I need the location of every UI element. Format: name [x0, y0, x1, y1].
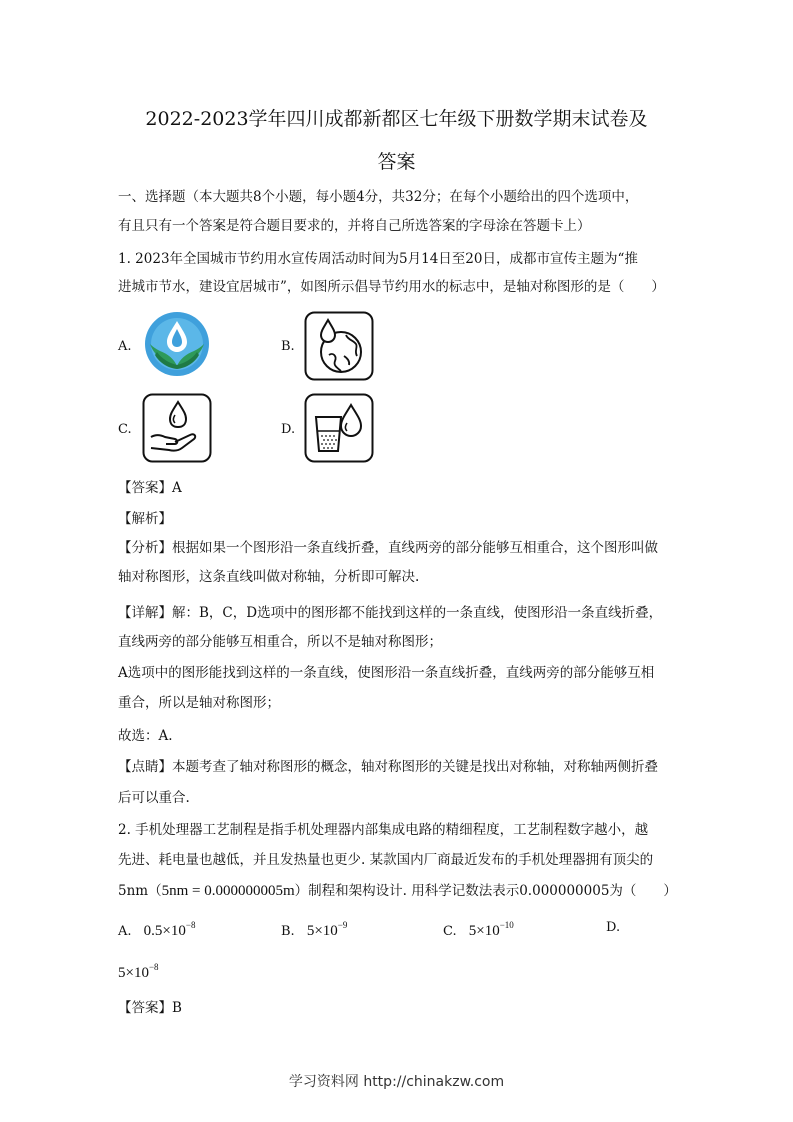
- q2-option-b-base: 5×10: [306, 923, 338, 939]
- q2-stem-line3-suffix: ）制程和架构设计. 用科学记数法表示0.000000005为（ ）: [294, 883, 677, 899]
- q1-xiangjie-line3: A选项中的图形能找到这样的一条直线，使图形沿一条直线折叠，直线两旁的部分能够互相: [118, 665, 655, 681]
- q1-dianjing-line1: 【点睛】本题考查了轴对称图形的概念，轴对称图形的关键是找出对称轴，对称轴两侧折叠: [118, 759, 658, 775]
- q1-fenxi-line2: 轴对称图形，这条直线叫做对称轴，分析即可解决.: [118, 569, 420, 585]
- q1-guxuan: 故选：A.: [118, 728, 173, 744]
- q2-option-c-label: C.: [443, 924, 457, 939]
- q1-option-c-label: C.: [118, 422, 132, 437]
- q2-option-b-label: B.: [281, 924, 295, 939]
- q1-option-d-label: D.: [281, 422, 296, 437]
- section1-intro-line1: 一、选择题（本大题共8个小题，每小题4分，共32分；在每个小题给出的四个选项中，: [118, 189, 639, 205]
- footer-watermark: 学习资料网 http://chinakzw.com: [288, 1074, 505, 1090]
- q2-option-d-value: [118, 962, 159, 982]
- q2-option-a-base: 0.5×10: [143, 923, 186, 939]
- q1-stem-line2: 进城市节水，建设宜居城市”，如图所示倡导节约用水的标志中，是轴对称图形的是（ ）: [118, 279, 665, 295]
- document-title-line1: 2022-2023学年四川成都新都区七年级下册数学期末试卷及: [145, 108, 648, 130]
- q2-option-c: [443, 920, 514, 940]
- q1-dianjing-line2: 后可以重合.: [118, 790, 190, 806]
- q2-option-c-base: 5×10: [468, 923, 500, 939]
- q2-answer: 【答案】B: [118, 1000, 182, 1016]
- q2-option-a-label: A.: [118, 924, 132, 939]
- q2-stem-line3: [118, 882, 677, 900]
- q1-xiangjie-line2: 直线两旁的部分能够互相重合，所以不是轴对称图形；: [118, 634, 442, 650]
- q1-option-a-label: A.: [118, 339, 132, 354]
- q2-option-d-exponent: −8: [148, 962, 159, 972]
- q2-option-d-base: 5×10: [118, 965, 149, 981]
- q2-nm-equation: 5nm = 0.000000005m: [161, 883, 295, 899]
- q2-option-c-exponent: −10: [499, 920, 514, 930]
- section1-intro-line2: 有且只有一个答案是符合题目要求的，并将自己所选答案的字母涂在答题卡上）: [118, 218, 591, 234]
- q1-answer: 【答案】A: [118, 480, 182, 496]
- document-title-line2: 答案: [377, 151, 416, 173]
- water-glass-drop-icon: [304, 393, 374, 463]
- q1-xiangjie-line4: 重合，所以是轴对称图形；: [118, 695, 280, 711]
- q1-option-b-label: B.: [281, 339, 295, 354]
- q2-option-b-exponent: −9: [337, 920, 348, 930]
- q2-stem-line3-prefix: 5nm（: [118, 883, 162, 899]
- q2-option-a: [118, 920, 195, 940]
- q2-stem-line2: 先进、耗电量也越低，并且发热量也更少. 某款国内厂商最近发布的手机处理器拥有顶尖的: [118, 852, 654, 868]
- water-drop-hand-icon: [142, 393, 212, 463]
- q2-option-d-label: D.: [606, 920, 621, 935]
- q2-stem-line1: 2. 手机处理器工艺制程是指手机处理器内部集成电路的精细程度，工艺制程数字越小，越: [118, 822, 649, 838]
- water-hands-logo-icon: [144, 311, 210, 377]
- q1-jiexi-heading: 【解析】: [118, 511, 172, 527]
- q1-xiangjie-line1: 【详解】解：B，C，D选项中的图形都不能找到这样的一条直线，使图形沿一条直线折叠，: [118, 605, 663, 621]
- water-drop-globe-icon: [304, 311, 374, 381]
- q1-fenxi-line1: 【分析】根据如果一个图形沿一条直线折叠，直线两旁的部分能够互相重合，这个图形叫做: [118, 540, 658, 556]
- q2-option-b: [281, 920, 347, 940]
- q1-stem-line1: 1. 2023年全国城市节约用水宣传周活动时间为5月14日至20日，成都市宣传主题为“推: [118, 251, 638, 267]
- q2-option-a-exponent: −8: [185, 920, 196, 930]
